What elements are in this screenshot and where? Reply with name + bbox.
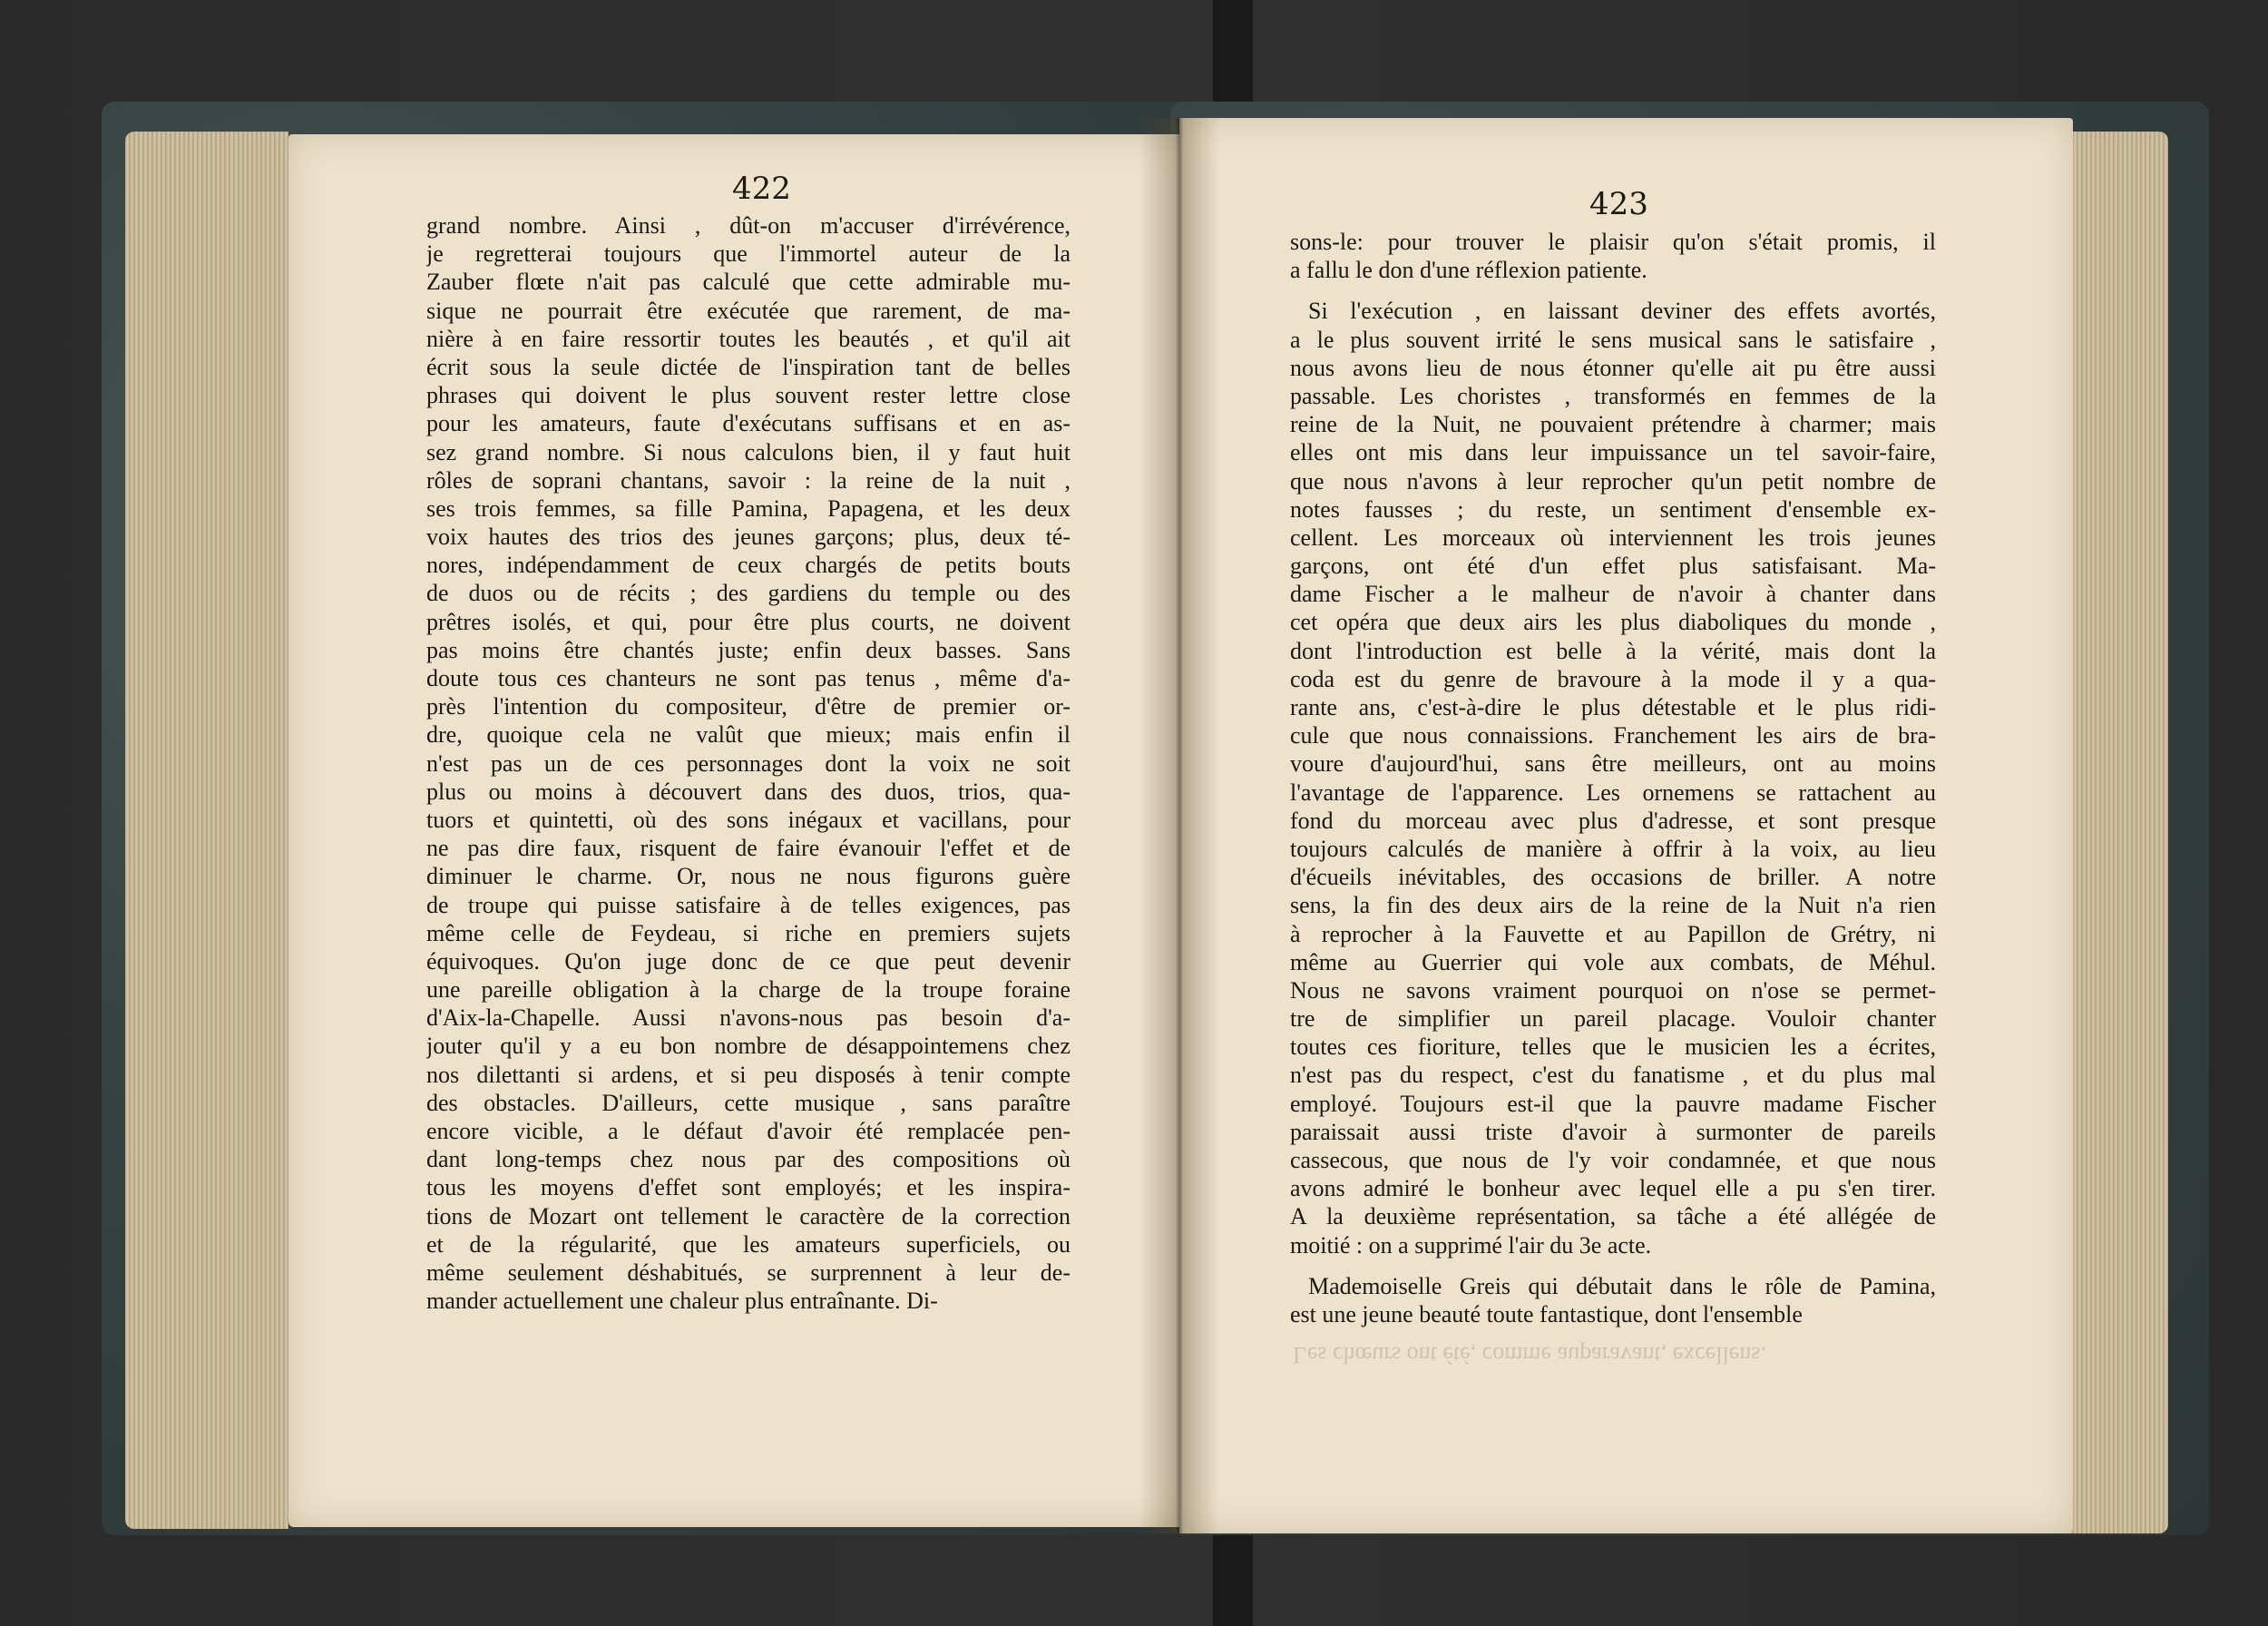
text-line: Nous ne savons vraiment pourquoi on n'ose se permet-	[1290, 976, 1936, 1004]
text-line: doute tous ces chanteurs ne sont pas tenus , même d'a-	[426, 665, 1070, 691]
text-line: passable. Les choristes , transformés en femmes de la	[1290, 382, 1936, 409]
text-line: sons-le: pour trouver le plaisir qu'on s'était promis, il	[1290, 229, 1936, 255]
text-line: toujours calculés de manière à offrir à la voix, au lieu	[1290, 835, 1936, 862]
text-line: notes fausses ; du reste, un sentiment d'ensemble ex-	[1290, 495, 1936, 523]
text-line: prêtres isolés, et qui, pour être plus courts, ne doivent	[426, 608, 1070, 635]
bleed-through-text: Les chœurs ont été, comme auparavant, excellens.	[1293, 1342, 1766, 1368]
text-line: tre de simplifier un pareil placage. Vouloir chanter	[1290, 1005, 1936, 1033]
text-line: employé. Toujours est-il que la pauvre madame Fischer	[1290, 1090, 1936, 1117]
text-line: près l'intention du compositeur, d'être de premier or-	[426, 693, 1070, 720]
text-line: ses trois femmes, sa fille Pamina, Papagena, et les deux	[426, 495, 1070, 522]
text-line: rôles de soprani chantans, savoir : la reine de la nuit ,	[426, 466, 1070, 494]
text-line: est une jeune beauté toute fantastique, dont l'ensemble	[1290, 1300, 1803, 1327]
text-line: Zauber flœte n'ait pas calculé que cette admirable mu-	[426, 269, 1070, 296]
text-line: tous les moyens d'effet sont employés; et les inspira-	[426, 1174, 1070, 1201]
text-line: dant long-temps chez nous par des compositions où	[426, 1146, 1070, 1173]
text-line: tuors et quintetti, où des sons inégaux et vacillans, pour	[426, 806, 1070, 833]
right-page-text	[1290, 228, 1936, 1328]
text-line: sez grand nombre. Si nous calculons bien, il y faut huit	[426, 438, 1070, 465]
book-gutter	[1139, 118, 1220, 1533]
text-line: nous avons lieu de nous étonner qu'elle ait pu être aussi	[1290, 354, 1936, 381]
text-line: cellent. Les morceaux où interviennent les trois jeunes	[1290, 524, 1936, 551]
text-line: dame Fischer a le malheur de n'avoir à chanter dans	[1290, 581, 1936, 608]
text-line: avons admiré le bonheur avec lequel elle a pu s'en tirer.	[1290, 1175, 1936, 1202]
text-line: même celle de Feydeau, si riche en premiers sujets	[426, 919, 1070, 946]
text-line: elles ont mis dans leur impuissance un tel savoir-faire,	[1290, 439, 1936, 466]
text-line: coda est du genre de bravoure à la mode il y a qua-	[1290, 665, 1936, 692]
text-line: toutes ces fioriture, telles que le musicien les a écrites,	[1290, 1033, 1936, 1061]
text-line: Mademoiselle Greis qui débutait dans le rôle de Pamina,	[1308, 1272, 1936, 1299]
text-line: et de la régularité, que les amateurs superficiels, ou	[426, 1230, 1070, 1258]
text-line: phrases qui doivent le plus souvent rester lettre close	[426, 382, 1070, 409]
text-line: équivoques. Qu'on juge donc de ce que peut devenir	[426, 947, 1070, 975]
text-line: n'est pas un de ces personnages dont la voix ne soit	[426, 749, 1070, 777]
text-line: garçons, ont été d'un effet plus satisfaisant. Ma-	[1290, 553, 1936, 580]
page-edges-left	[125, 132, 288, 1529]
text-line: dre, quoique cela ne valût que mieux; mais enfin il	[426, 721, 1070, 749]
text-line: dont l'introduction est belle à la vérité, mais dont la	[1290, 637, 1936, 664]
text-line: même au Guerrier qui vole aux combats, de Méhul.	[1290, 948, 1936, 975]
page-edges-right	[2068, 132, 2168, 1533]
text-line: nores, indépendamment de ceux chargés de petits bouts	[426, 552, 1070, 579]
text-line: Si l'exécution , en laissant deviner des effets avortés,	[1308, 298, 1936, 325]
text-line: cet opéra que deux airs les plus diaboliques du monde ,	[1290, 609, 1936, 636]
text-line: moitié : on a supprimé l'air du 3e acte.	[1290, 1231, 1652, 1259]
text-line: cule que nous connaissions. Franchement les airs de bra-	[1290, 722, 1936, 749]
text-line: que nous n'avons à leur reprocher qu'un petit nombre de	[1290, 467, 1936, 495]
text-line: ne pas dire faux, risquent de faire évanouir l'effet et de	[426, 835, 1070, 862]
left-page-number: 422	[732, 171, 791, 207]
text-line: à reprocher à la Fauvette et au Papillon de Grétry, ni	[1290, 920, 1936, 947]
text-line: l'avantage de l'apparence. Les ornemens se rattachent au	[1290, 779, 1936, 806]
text-line: sique ne pourrait être exécutée que rarement, de ma-	[426, 297, 1070, 324]
text-line: sens, la fin des deux airs de la reine de la Nuit n'a rien	[1290, 892, 1936, 919]
text-line: voix hautes des trios des jeunes garçons; plus, deux té-	[426, 524, 1070, 551]
text-line: voure d'aujourd'hui, sans être meilleurs, ont au moins	[1290, 750, 1936, 778]
text-line: je regretterai toujours que l'immortel auteur de la	[426, 240, 1070, 268]
text-line: nière à en faire ressortir toutes les beautés , et qu'il ait	[426, 325, 1070, 352]
text-line: reine de la Nuit, ne pouvaient prétendre à charmer; mais	[1290, 411, 1936, 438]
text-line: même seulement déshabitués, se surprennent à leur de-	[426, 1259, 1070, 1286]
text-line: nos dilettanti si ardens, et si peu disposés à tenir compte	[426, 1061, 1070, 1088]
text-line: de duos ou de récits ; des gardiens du temple ou des	[426, 580, 1070, 607]
text-line: encore vicible, a le défaut d'avoir été remplacée pen-	[426, 1118, 1070, 1144]
text-line: de troupe qui puisse satisfaire à de telles exigences, pas	[426, 891, 1070, 918]
text-line: pour les amateurs, faute d'exécutans suffisans et en as-	[426, 410, 1070, 437]
text-line: fond du morceau avec plus d'adresse, et sont presque	[1290, 807, 1936, 834]
text-line: pas moins être chantés juste; enfin deux basses. Sans	[426, 636, 1070, 663]
left-page-text	[426, 211, 1070, 1315]
text-line: d'écueils inévitables, des occasions de briller. A notre	[1290, 864, 1936, 891]
text-line: jouter qu'il y a eu bon nombre de désappointemens chez	[426, 1033, 1070, 1060]
text-line: diminuer le charme. Or, nous ne nous figurons guère	[426, 863, 1070, 890]
text-line: cassecous, que nous de l'y voir condamnée, et que nous	[1290, 1147, 1936, 1173]
text-line: une pareille obligation à la charge de la troupe foraine	[426, 976, 1070, 1004]
text-line: a fallu le don d'une réflexion patiente.	[1290, 257, 1647, 284]
text-line: écrit sous la seule dictée de l'inspiration tant de belles	[426, 353, 1070, 380]
text-line: grand nombre. Ainsi , dût-on m'accuser d'irrévérence,	[426, 212, 1070, 239]
text-line: rante ans, c'est-à-dire le plus détestable et le plus ridi-	[1290, 694, 1936, 720]
text-line: d'Aix-la-Chapelle. Aussi n'avons-nous pas besoin d'a-	[426, 1004, 1070, 1032]
text-line: des obstacles. D'ailleurs, cette musique , sans paraître	[426, 1089, 1070, 1116]
text-line: tions de Mozart ont tellement le caractère de la correction	[426, 1202, 1070, 1229]
text-line: A la deuxième représentation, sa tâche a été allégée de	[1290, 1203, 1936, 1230]
text-line: plus ou moins à découvert dans des duos, trios, qua-	[426, 778, 1070, 805]
text-line: paraissait aussi triste d'avoir à surmonter de pareils	[1290, 1118, 1936, 1145]
text-line: n'est pas du respect, c'est du fanatisme , et du plus mal	[1290, 1062, 1936, 1089]
right-page-number: 423	[1589, 186, 1648, 222]
text-line: mander actuellement une chaleur plus entraînante. Di-	[426, 1288, 938, 1315]
text-line: a le plus souvent irrité le sens musical sans le satisfaire ,	[1290, 326, 1936, 353]
